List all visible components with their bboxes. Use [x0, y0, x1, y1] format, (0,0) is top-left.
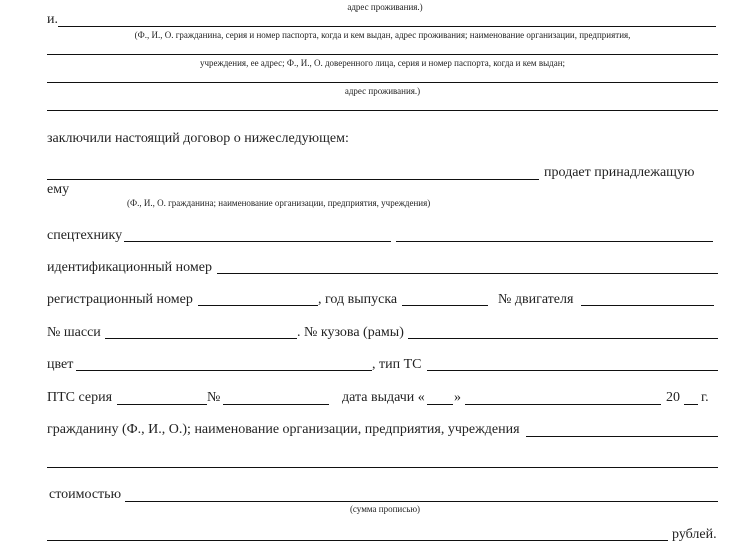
concluded-text: заключили настоящий договор о нижеследующем:: [47, 131, 349, 146]
reg-number-label: регистрационный номер: [47, 292, 193, 307]
hint-citizen-line2: учреждения, ее адрес; Ф., И., О. доверенного лица, серия и номер паспорта, когда и кем выдан;: [199, 58, 566, 68]
type-line[interactable]: [427, 370, 718, 371]
cost-label: стоимостью: [49, 487, 122, 502]
pts-number-sign: №: [207, 390, 221, 405]
hint-address-top: адрес проживания.): [347, 2, 423, 12]
body-line[interactable]: [408, 338, 718, 339]
issue-month-line[interactable]: [465, 404, 661, 405]
special-equipment-line-1[interactable]: [124, 241, 391, 242]
chassis-label: № шасси: [47, 325, 101, 340]
buyer-label: гражданину (Ф., И., О.); наименование организации, предприятия, учреждения: [47, 422, 520, 437]
chassis-line[interactable]: [105, 338, 297, 339]
and-label: и.: [47, 12, 58, 27]
hint-citizen-line1: (Ф., И., О. гражданина, серия и номер паспорта, когда и кем выдан, адрес проживания; наименование организации, предприятия,: [134, 30, 631, 40]
issue-year-line[interactable]: [684, 404, 698, 405]
rubles-label: рублей.: [672, 527, 717, 542]
quote-close: »: [454, 390, 461, 405]
engine-line[interactable]: [581, 305, 714, 306]
party-two-line-2[interactable]: [47, 54, 718, 55]
engine-label: № двигателя: [498, 292, 574, 307]
party-two-line-4[interactable]: [47, 110, 718, 111]
to-him-text: ему: [47, 182, 70, 197]
cost-line[interactable]: [125, 501, 718, 502]
color-label: цвет: [47, 357, 74, 372]
reg-number-line[interactable]: [198, 305, 318, 306]
party-two-line-3[interactable]: [47, 82, 718, 83]
color-line[interactable]: [76, 370, 372, 371]
cost-words-line[interactable]: [47, 540, 668, 541]
sells-text: продает принадлежащую: [544, 165, 695, 180]
special-equipment-label: спецтехнику: [47, 228, 123, 243]
seller-line[interactable]: [47, 179, 539, 180]
issue-date-label: дата выдачи «: [342, 390, 425, 405]
year-label: , год выпуска: [318, 292, 398, 307]
body-label: . № кузова (рамы): [297, 325, 404, 340]
hint-seller: (Ф., И., О. гражданина; наименование организации, предприятия, учреждения): [127, 198, 431, 208]
vin-label: идентификационный номер: [47, 260, 212, 275]
buyer-line-2[interactable]: [47, 467, 718, 468]
buyer-line[interactable]: [526, 436, 718, 437]
special-equipment-line-2[interactable]: [396, 241, 713, 242]
hint-address-2: адрес проживания.): [344, 86, 421, 96]
hint-sum: (сумма прописью): [349, 504, 421, 514]
year-suffix: г.: [701, 390, 709, 405]
pts-series-label: ПТС серия: [47, 390, 113, 405]
type-label: , тип ТС: [372, 357, 422, 372]
pts-number-line[interactable]: [223, 404, 329, 405]
year-line[interactable]: [402, 305, 488, 306]
vin-line[interactable]: [217, 273, 718, 274]
pts-series-line[interactable]: [117, 404, 207, 405]
year-prefix: 20: [666, 390, 680, 405]
issue-day-line[interactable]: [427, 404, 453, 405]
party-two-line[interactable]: [58, 26, 716, 27]
